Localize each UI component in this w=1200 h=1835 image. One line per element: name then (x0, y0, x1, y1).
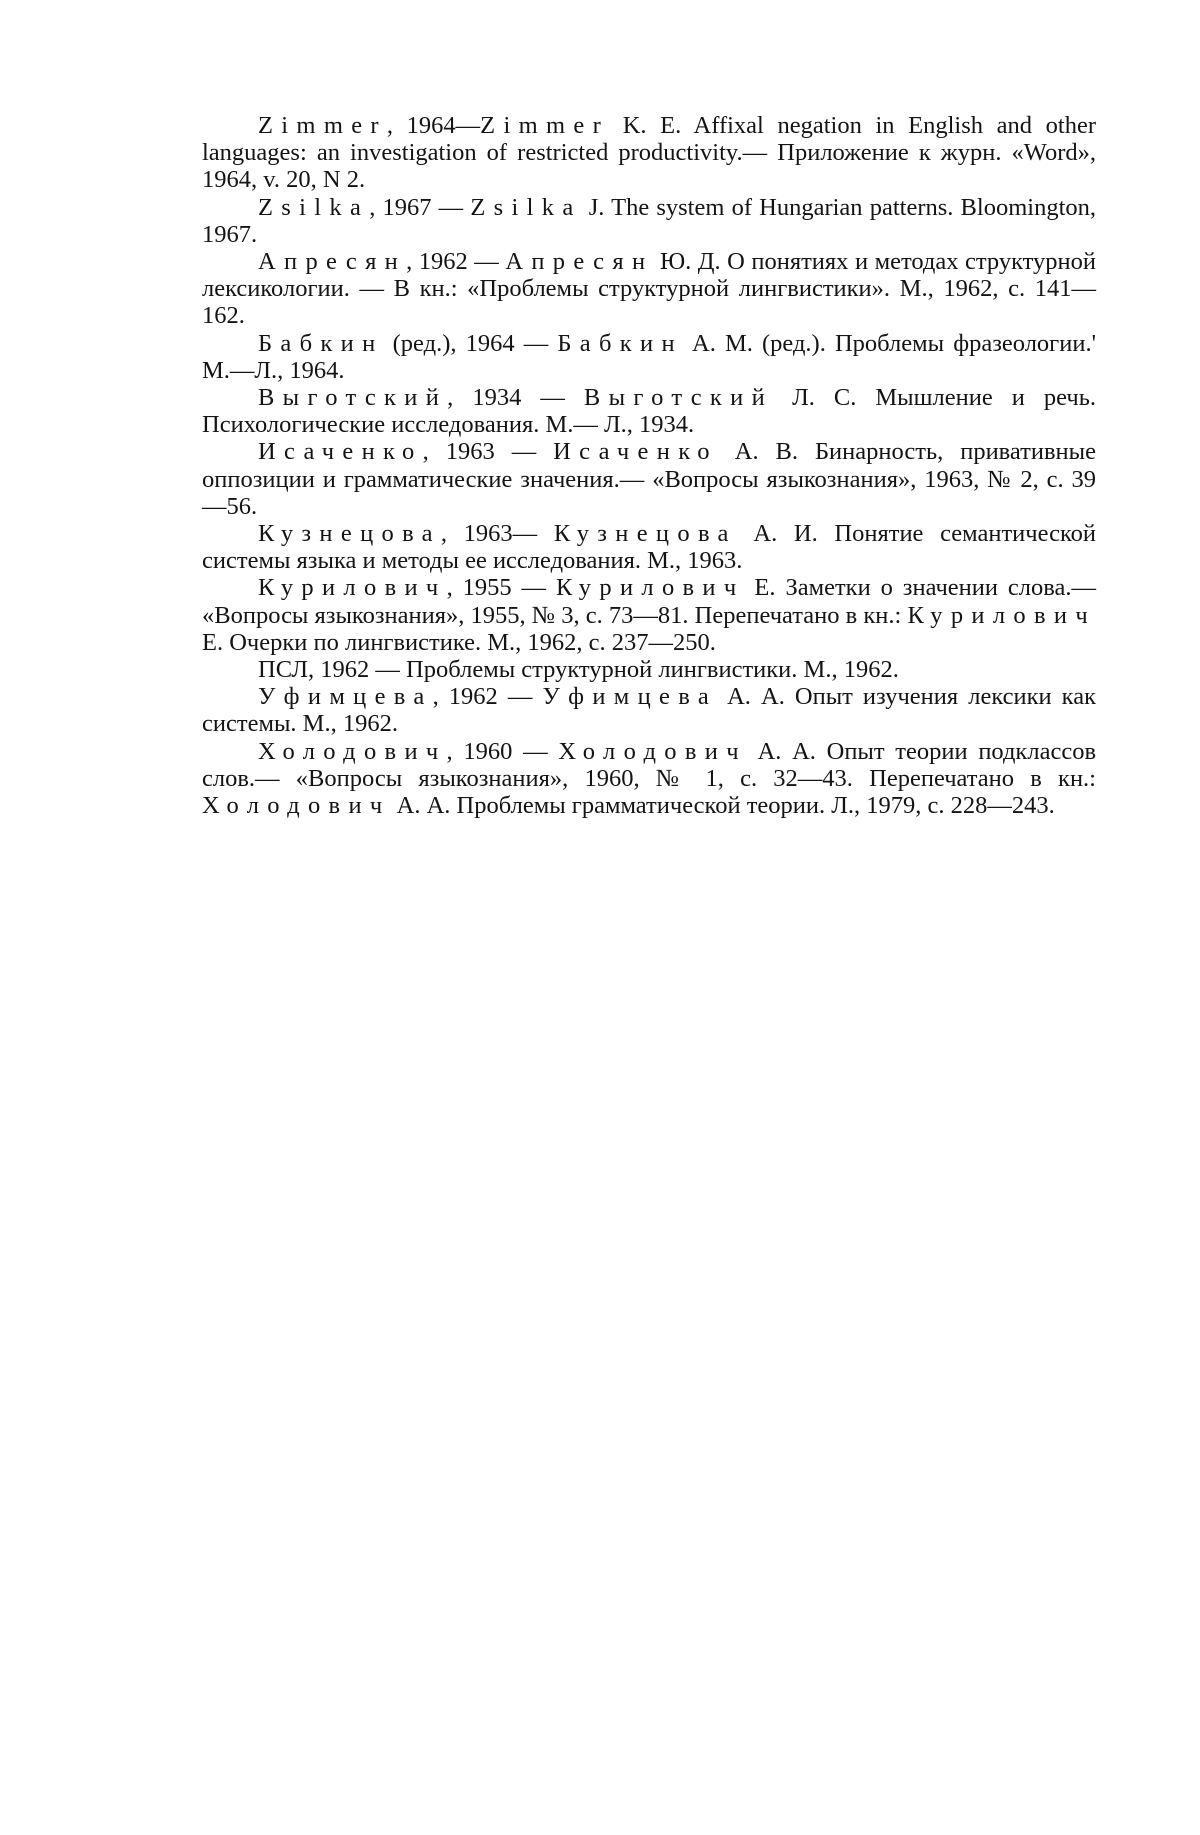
reference-text: K. E. Affixal negation in English and other languages: an investigation of restricted productivity.— Приложение к журн. «Word», 1964, v. 20, N 2. (202, 112, 1096, 194)
reference-text: Л. С. Мышление и речь. Психологические исследования. М.— Л., 1934. (202, 384, 1097, 439)
author-spaced: Исаченко (258, 438, 423, 466)
author-spaced: Бабкин (258, 329, 384, 357)
bibliography-list (202, 112, 1096, 819)
reference-text: , 1963 — (422, 438, 554, 466)
author-spaced: Холодович (558, 737, 747, 765)
reference-entry (202, 330, 1096, 384)
reference-text: J. The system of Hungarian patterns. Bloomington, 1967. (202, 193, 1097, 248)
reference-entry (202, 683, 1096, 737)
author-spaced: Zimmer (258, 112, 387, 139)
reference-text: ПСЛ, 1962 — Проблемы структурной лингвистики. М., 1962. (258, 656, 899, 684)
author-spaced: Кузнецова (258, 520, 441, 548)
author-spaced: Исаченко (553, 438, 718, 466)
author-spaced: Zimmer (480, 112, 610, 139)
reference-entry (202, 738, 1096, 820)
reference-text: Ю. Д. О понятиях и методах структурной лексикологии. — В кн.: «Проблемы структурной лингвистики». М., 1962, с. 141—162. (202, 248, 1097, 330)
reference-entry (202, 384, 1096, 438)
reference-entry (202, 248, 1096, 330)
reference-text: Е. Очерки по лингвистике. М., 1962, с. 237—250. (202, 628, 716, 656)
reference-text: А. М. (ред.). Проблемы фразеологии.' М.—Л., 1964. (202, 329, 1096, 384)
reference-text: А. А. Проблемы грамматической теории. Л., 1979, с. 228—243. (390, 792, 1055, 820)
author-spaced: Курилович (907, 601, 1096, 629)
author-spaced: Уфимцева (542, 683, 718, 711)
reference-text: , 1964— (386, 112, 481, 139)
author-spaced: Холодович (258, 737, 447, 765)
reference-text: А. А. Опыт теории подклассов слов.— «Вопросы языкознания», 1960, № 1, с. 32—43. Перепечатано в кн.: (202, 737, 1097, 792)
author-spaced: Холодович (202, 792, 391, 820)
author-spaced: Курилович (555, 574, 745, 602)
author-spaced: Бабкин (557, 329, 683, 357)
reference-entry (202, 656, 1096, 683)
reference-text: , 1934 — (447, 384, 584, 412)
reference-entry (202, 112, 1096, 194)
author-spaced: Кузнецова (553, 520, 737, 548)
reference-text: , 1963— (440, 520, 554, 548)
reference-text: А. И. Понятие семантической системы языка и методы ее исследования. М., 1963. (202, 520, 1096, 575)
reference-text: , 1955 — (446, 574, 556, 602)
author-spaced: Апресян (505, 248, 654, 276)
author-spaced: Zsilka (258, 193, 370, 221)
reference-text: , 1967 — (369, 193, 471, 221)
reference-text: , 1960 — (446, 737, 559, 765)
reference-entry (202, 574, 1096, 656)
reference-entry (202, 520, 1096, 574)
reference-text: , 1962 — (432, 683, 543, 711)
author-spaced: Выготский (258, 384, 448, 412)
reference-entry (202, 194, 1096, 248)
author-spaced: Уфимцева (258, 683, 433, 711)
author-spaced: Курилович (258, 574, 447, 602)
reference-text: Е. Заметки о значении слова.— «Вопросы языкознания», 1955, № 3, с. 73—81. Перепечатано в кн.: (202, 574, 1097, 629)
author-spaced: Апресян (258, 248, 407, 276)
reference-text: , 1962 — (406, 248, 506, 276)
reference-text: А. В. Бинарность, привативные оппозиции и грамматические значения.— «Вопросы языкознания», 1963, № 2, с. 39—56. (202, 438, 1096, 520)
author-spaced: Zsilka (470, 193, 582, 221)
reference-text: А. А. Опыт изучения лексики как системы. М., 1962. (202, 683, 1096, 738)
reference-entry (202, 438, 1096, 520)
reference-text: (ред.), 1964 — (383, 329, 558, 357)
author-spaced: Выготский (583, 384, 774, 412)
